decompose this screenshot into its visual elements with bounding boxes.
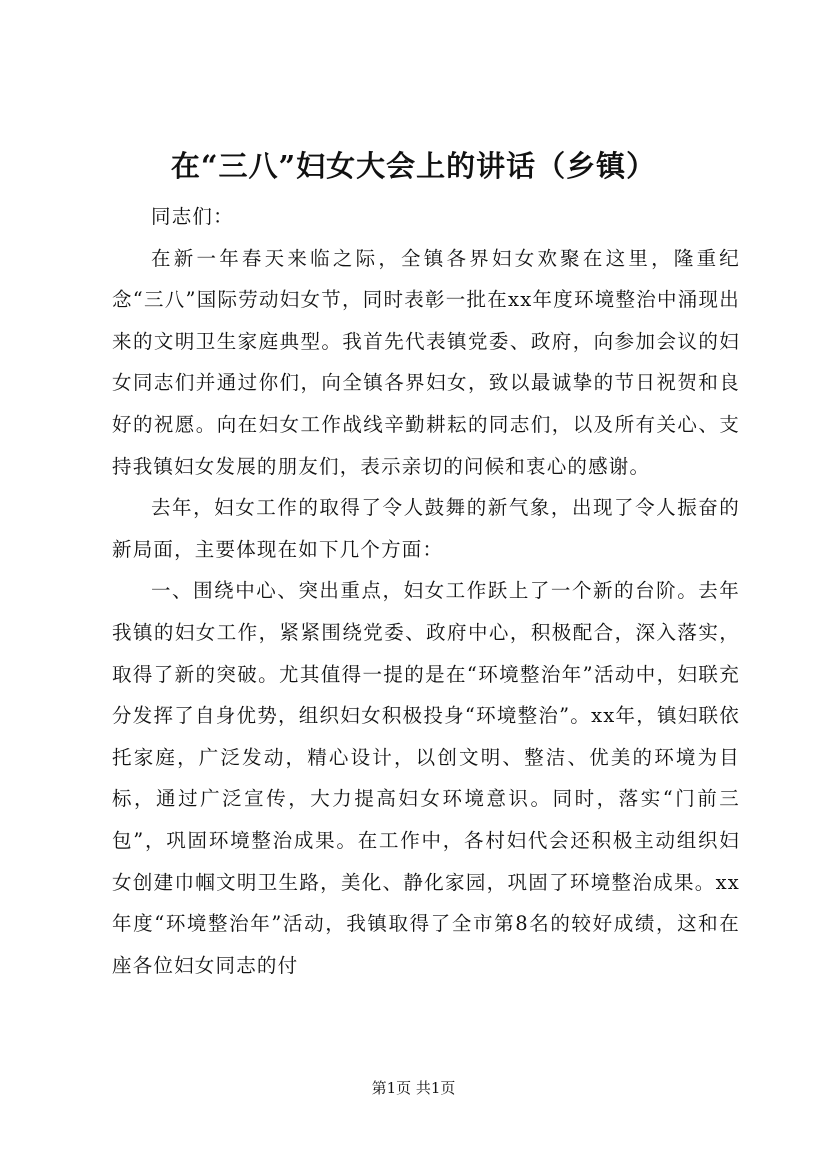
paragraph-opening: 在新一年春天来临之际，全镇各界妇女欢聚在这里，隆重纪念“三八”国际劳动妇女节，同时表彰一批在xx年度环境整治中涌现出来的文明卫生家庭典型。我首先代表镇党委、政府，向参加会议的妇女同志们并通过你们，向全镇各界妇女，致以最诚挚的节日祝贺和良好的祝愿。向在妇女工作战线辛勤耕耘的同志们，以及所有关心、支持我镇妇女发展的朋友们，表示亲切的问候和衷心的感谢。 [112,246,740,478]
greeting-line: 同志们： [151,205,234,228]
document-title: 在“三八”妇女大会上的讲话（乡镇） [170,149,657,183]
paragraph-section-one: 一、围绕中心、突出重点，妇女工作跃上了一个新的台阶。去年我镇的妇女工作，紧紧围绕党委、政府中心，积极配合，深入落实，取得了新的突破。尤其值得一提的是在“环境整治年”活动中，妇联充分发挥了自身优势，组织妇女积极投身“环境整治”。xx年，镇妇联依托家庭，广泛发动，精心设计，以创文明、整洁、优美的环境为目标，通过广泛宣传，大力提高妇女环境意识。同时，落实“门前三包”，巩固环境整治成果。在工作中，各村妇代会还积极主动组织妇女创建巾帼文明卫生路，美化、静化家园，巩固了环境整治成果。xx年度“环境整治年”活动，我镇取得了全市第8名的较好成绩，这和在座各位妇女同志的付 [112,579,740,977]
document-body [112,196,740,986]
page-footer: 第1页 共1页 [371,1079,456,1097]
paragraph-summary: 去年，妇女工作的取得了令人鼓舞的新气象，出现了令人振奋的新局面，主要体现在如下几个方面： [112,496,740,561]
